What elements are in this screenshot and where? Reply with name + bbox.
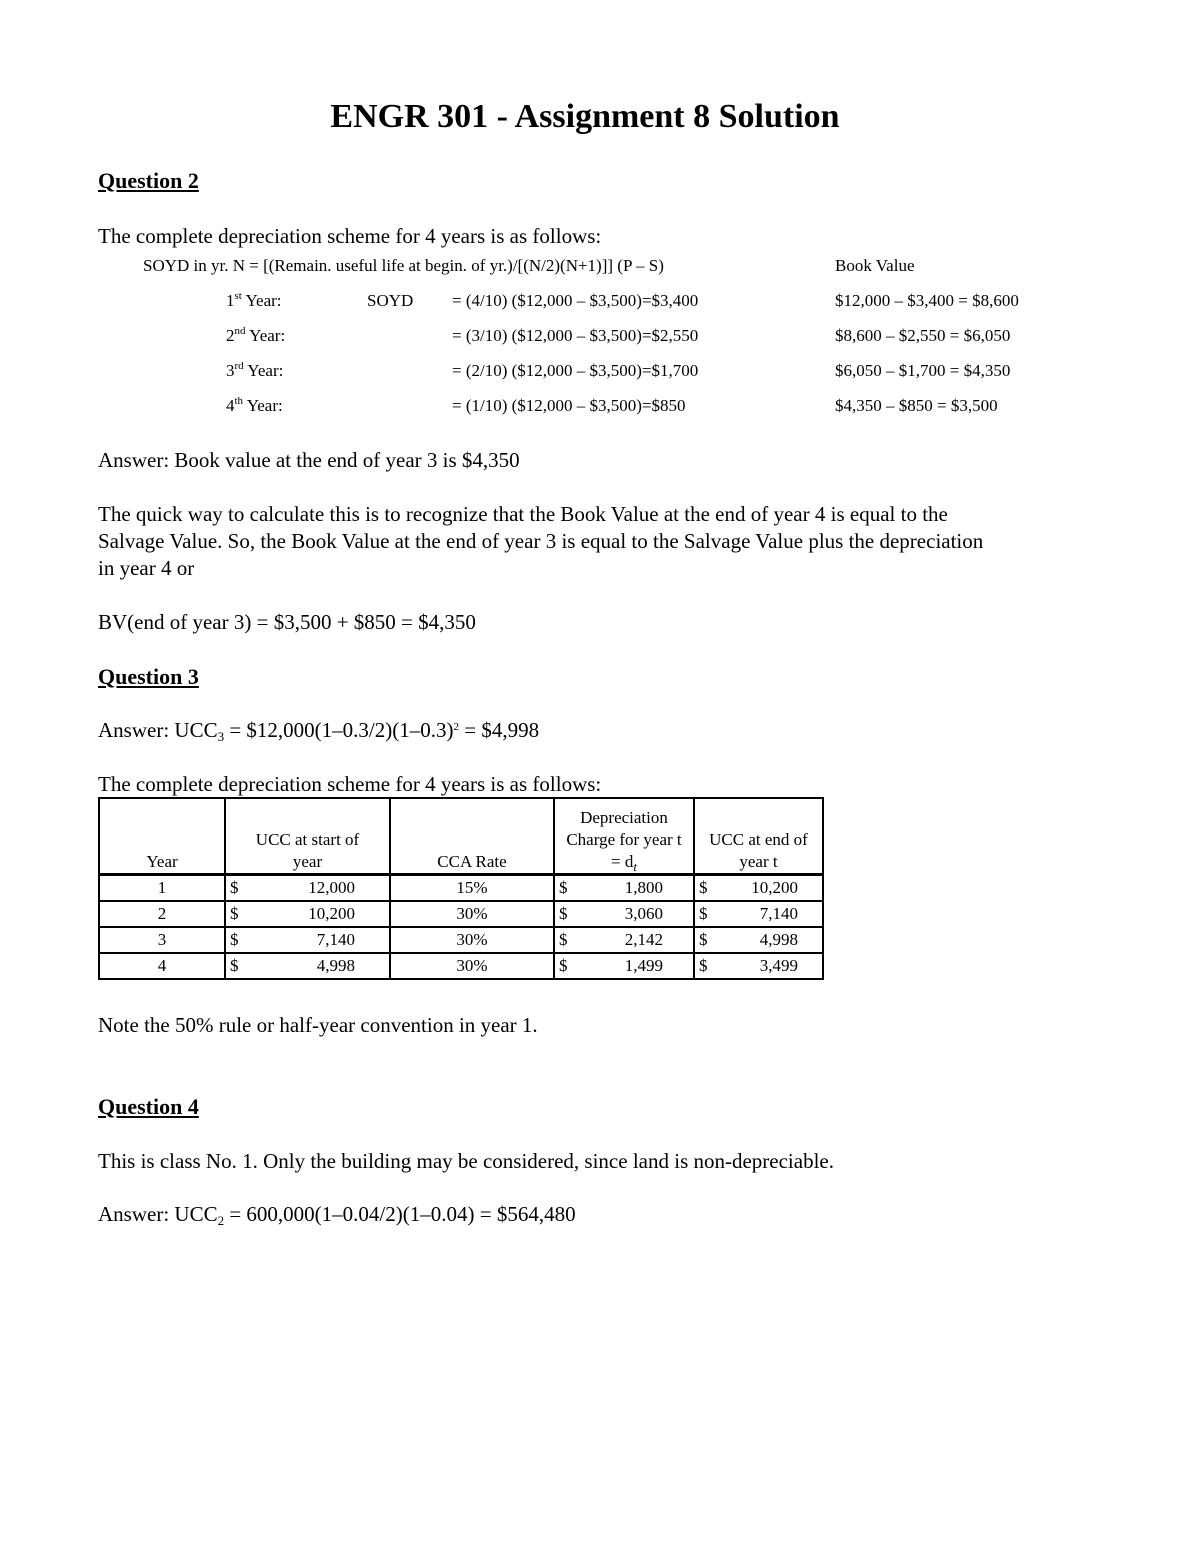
q3-answer: Answer: $UCC_3$ = $\$12,000(1-0.3/2)(1-0.3)^2$ = $4,998 [98,718,540,744]
question-4-heading: Question 4 [98,1094,199,1119]
cell-cca-rate: 30% [390,901,554,927]
soyd-label: SOYD [367,291,414,310]
soyd-calc: = (1/10) ($12,000 – $3,500)=$850 [452,396,686,415]
cell-ucc-end: $ 3,499 [694,953,823,979]
q4-text: This is class No. 1. Only the building may be considered, since land is non-depreciable. [98,1149,834,1173]
cell-depreciation: $ 3,060 [554,901,694,927]
col-header-ucc-end: UCC at end of year t [694,798,823,875]
cell-ucc-end: $ 10,200 [694,875,823,902]
cell-year: 1 [99,875,225,902]
q3-intro: The complete depreciation scheme for 4 years is as follows: [98,772,602,796]
cell-depreciation: $ 1,800 [554,875,694,902]
question-2-heading: Question 2 [98,168,199,193]
cell-depreciation: $ 2,142 [554,927,694,953]
soyd-calc: = (2/10) ($12,000 – $3,500)=$1,700 [452,361,699,380]
q2-explanation-line-2: Salvage Value. So, the Book Value at the end of year 3 is equal to the Salvage Value plus the depreciation [98,529,984,553]
cell-cca-rate: 15% [390,875,554,902]
year-label: 3rd Year: [226,360,284,380]
book-value: $12,000 – $3,400 = $8,600 [835,291,1019,310]
q2-explanation-line-1: The quick way to calculate this is to recognize that the Book Value at the end of year 4 is equal to the [98,502,948,526]
table-row [99,875,823,902]
page-title: ENGR 301 - Assignment 8 Solution [330,98,840,135]
cell-depreciation: $ 1,499 [554,953,694,979]
question-3-heading: Question 3 [98,664,199,689]
year-label: 2nd Year: [226,325,286,345]
q2-intro: The complete depreciation scheme for 4 years is as follows: [98,224,602,248]
year-label: 4th Year: [226,395,283,415]
col-header-ucc-start: UCC at start of year [225,798,390,875]
col-header-depreciation: Depreciation Charge for year t = $d_t$ [554,798,694,875]
book-value: $6,050 – $1,700 = $4,350 [835,361,1011,380]
q3-note: Note the 50% rule or half-year convention in year 1. [98,1013,538,1037]
table-row [99,927,823,953]
col-header-cca-rate: CCA Rate [390,798,554,875]
book-value-header: Book Value [835,256,915,275]
cell-year: 3 [99,927,225,953]
soyd-formula: SOYD in yr. N = [(Remain. useful life at begin. of yr.)/[(N/2)(N+1)]] (P – S) [143,256,664,275]
cell-cca-rate: 30% [390,953,554,979]
year-label: 1st Year: [226,290,282,310]
bv-equation: BV(end of year 3) = $3,500 + $850 = $4,350 [98,610,476,634]
cell-ucc-end: $ 7,140 [694,901,823,927]
soyd-calc: = (4/10) ($12,000 – $3,500)=$3,400 [452,291,699,310]
book-value: $4,350 – $850 = $3,500 [835,396,998,415]
table-row [99,953,823,979]
cell-year: 2 [99,901,225,927]
soyd-calc: = (3/10) ($12,000 – $3,500)=$2,550 [452,326,699,345]
cell-ucc-end: $ 4,998 [694,927,823,953]
col-header-year: Year [99,798,225,875]
cell-ucc-start: $ 10,200 [225,901,390,927]
q2-explanation-line-3: in year 4 or [98,556,195,580]
q2-answer: Answer: Book value at the end of year 3 is $4,350 [98,448,520,472]
cca-table [98,797,824,980]
cell-ucc-start: $ 7,140 [225,927,390,953]
cell-ucc-start: $ 4,998 [225,953,390,979]
q4-answer: Answer: $UCC_2 = 600,000(1-0.04/2)(1-0.04)$ = $564,480 [98,1202,576,1228]
cell-year: 4 [99,953,225,979]
table-row [99,901,823,927]
cell-ucc-start: $ 12,000 [225,875,390,902]
cell-cca-rate: 30% [390,927,554,953]
book-value: $8,600 – $2,550 = $6,050 [835,326,1011,345]
table-header-row [99,798,823,875]
